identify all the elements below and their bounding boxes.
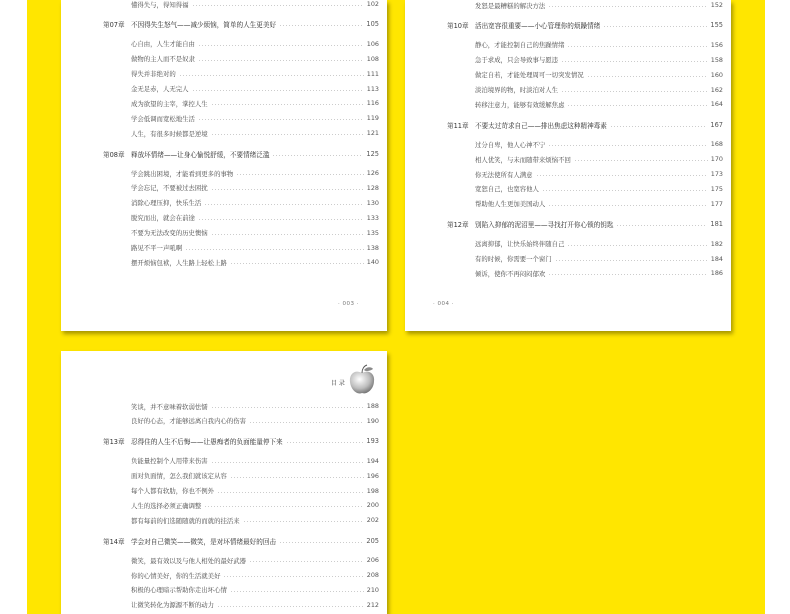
toc-chapter-row[interactable] (103, 147, 379, 161)
entry-title: 学会低调而宽松地生活 (131, 114, 195, 123)
dot-leader (548, 145, 708, 146)
page-number: 116 (366, 99, 379, 108)
dot-leader (211, 234, 364, 235)
page-number: 162 (710, 85, 723, 94)
entry-title: 人生的选择必须正确调整 (131, 501, 202, 510)
entry-title: 过分自卑，他人心神不宁 (475, 140, 546, 149)
page-number: 202 (366, 516, 379, 525)
page-number: 168 (710, 140, 723, 149)
dot-leader (217, 492, 364, 493)
dot-leader (561, 61, 708, 62)
dot-leader (204, 506, 364, 507)
entry-title: 相人优笑，与未而随带来烦恼不回 (475, 155, 571, 164)
entry-title: 成为欲望的主宰，掌控人生 (131, 99, 208, 108)
dot-leader (279, 25, 363, 26)
toc-entry-row[interactable] (131, 126, 379, 140)
dot-leader (204, 204, 364, 205)
entry-title: 发怒是最糟糕的解决方法 (475, 1, 546, 10)
toc-entry-row[interactable] (131, 37, 379, 51)
toc-entry-row[interactable] (475, 167, 723, 181)
entry-title: 静心，才能控制自己的焦躁情绪 (475, 41, 565, 50)
toc-entry-row[interactable] (131, 181, 379, 195)
toc-chapter-row[interactable] (103, 434, 379, 448)
dot-leader (286, 442, 364, 443)
page-number: 175 (710, 184, 723, 193)
entry-title: 懂得失与，得知得福 (131, 0, 189, 9)
chapter-title: 不要太过苛求自己——排出焦虑这种精神毒素 (475, 121, 607, 130)
entry-title: 微笑，最有效以及与他人相处的最好武器 (131, 556, 247, 565)
chapter-number: 第13章 (103, 438, 125, 447)
dot-leader (616, 225, 707, 226)
page-number: 200 (366, 501, 379, 510)
page-number: 186 (710, 269, 723, 278)
chapter-number: 第10章 (447, 22, 469, 31)
dot-leader (603, 26, 707, 27)
dot-leader (548, 6, 708, 7)
entry-title: 人生，有很多时候都是逆境 (131, 129, 208, 138)
dot-leader (192, 90, 364, 91)
toc-entry-row[interactable] (475, 137, 723, 151)
page-number: 108 (366, 54, 379, 63)
page-number: 126 (366, 169, 379, 177)
dot-leader (198, 219, 364, 220)
chapter-title: 释放坏情绪——让身心愉悦舒缓，不要情绪泛滥 (131, 150, 270, 159)
toc-entry-row[interactable] (131, 226, 379, 240)
page-number: 113 (366, 84, 379, 93)
toc-entry-row[interactable] (131, 255, 379, 269)
dot-leader (217, 606, 364, 607)
chapter-number: 第07章 (103, 21, 125, 30)
toc-entry-row[interactable] (475, 237, 723, 251)
page-number: 208 (366, 571, 379, 579)
dot-leader (249, 561, 364, 562)
toc-entry-row[interactable] (475, 266, 723, 280)
entry-title: 摆开烦恼包袱，人生路上轻松上路 (131, 258, 227, 267)
page-number: 121 (366, 129, 379, 138)
dot-leader (179, 75, 364, 76)
toc-entry-row[interactable] (475, 252, 723, 266)
entry-title: 路见不平一声吼啊 (131, 244, 183, 252)
dot-leader (567, 105, 707, 106)
toc-chapter-row[interactable] (103, 17, 379, 31)
toc-entry-row[interactable] (131, 469, 379, 483)
dot-leader (198, 45, 364, 46)
page-number: 111 (366, 69, 379, 78)
dot-leader (587, 76, 708, 77)
page-number: 140 (366, 258, 379, 267)
dot-leader (230, 263, 364, 264)
page-number: 181 (710, 220, 723, 229)
apple-icon (347, 364, 377, 396)
page-number: 182 (710, 239, 723, 248)
page-number: 196 (366, 471, 379, 480)
entry-title: 笑谈，并不意味着软弱怯懦 (131, 402, 208, 411)
dot-leader (192, 5, 364, 6)
entry-title: 转移注意力，能够有效缓解焦虑 (475, 100, 565, 109)
toc-entry-row[interactable] (131, 598, 379, 612)
toc-entry-row[interactable] (131, 454, 379, 468)
chapter-title: 学会对自己微笑——微笑，是对坏情绪最好的回击 (131, 537, 277, 546)
dot-leader (548, 205, 708, 206)
entry-title: 积极的心理暗示帮助你走出坏心情 (131, 586, 227, 595)
page-number: 205 (366, 536, 379, 545)
page-number: 156 (710, 40, 723, 49)
dot-leader (610, 126, 708, 127)
toc-entry-row[interactable] (475, 197, 723, 211)
toc-entry-row[interactable] (475, 38, 723, 52)
toc-entry-row[interactable] (475, 0, 723, 12)
dot-leader (574, 160, 708, 161)
toc-chapter-row[interactable] (447, 217, 723, 231)
dot-leader (542, 190, 708, 191)
page-number: 167 (710, 120, 723, 129)
toc-chapter-row[interactable] (447, 118, 723, 132)
entry-title: 帮助他人生更加美国动人 (475, 200, 546, 209)
dot-leader (230, 477, 364, 478)
page-header-label: 目 录 (331, 380, 345, 387)
chapter-number: 第12章 (447, 221, 469, 230)
chapter-title: 别陷入抑郁的泥沼里——寻找打开你心锁的钥匙 (475, 221, 614, 230)
dot-leader (211, 462, 364, 463)
page-number: 138 (366, 243, 379, 252)
toc-entry-row[interactable] (131, 399, 379, 413)
entry-title: 倾诉，使你不再闷闷郁欢 (475, 269, 546, 278)
page-number: 206 (366, 556, 379, 565)
page-number: 130 (366, 198, 379, 207)
page-number: 194 (366, 456, 379, 465)
page-number: 135 (366, 228, 379, 237)
toc-entry-row[interactable] (475, 97, 723, 111)
dot-leader (211, 407, 364, 408)
entry-title: 学会忘记，不要被过去困扰 (131, 184, 208, 193)
entry-title: 宽恕自己，也宽容他人 (475, 185, 539, 194)
page-number: 177 (710, 199, 723, 208)
dot-leader (230, 591, 364, 592)
entry-title: 得失并非绝对的 (131, 70, 176, 79)
toc-entry-row[interactable] (475, 53, 723, 67)
dot-leader (243, 521, 364, 522)
chapter-title: 忍得住的人生不后悔——让愚痴者的负面能量停下来 (131, 438, 283, 447)
page-number: 212 (366, 600, 379, 609)
toc-chapter-row[interactable] (447, 18, 723, 32)
toc-entry-row[interactable] (131, 484, 379, 498)
dot-leader (567, 46, 707, 47)
dot-leader (279, 542, 363, 543)
page-number: 193 (366, 437, 379, 446)
entry-title: 都有每前的们选随随就的而就的挂活来 (131, 516, 240, 525)
dot-leader (185, 249, 364, 250)
toc-entry-row[interactable] (131, 498, 379, 512)
dot-leader (555, 260, 708, 261)
page-number: 102 (366, 0, 379, 8)
toc-entry-row[interactable] (131, 0, 379, 11)
entry-title: 做定自若，才能处理周可一切突发情况 (475, 71, 584, 80)
page-number: 128 (366, 183, 379, 192)
toc-page-left-bottom (61, 351, 387, 614)
toc-entry-row[interactable] (131, 583, 379, 597)
entry-title: 你无法使所有人满意 (475, 170, 533, 179)
page-number: 119 (366, 114, 379, 123)
chapter-title: 不因得失生怒气——减少烦恼，简单的人生更美好 (131, 21, 277, 30)
page-number: 155 (710, 21, 723, 30)
dot-leader (223, 576, 363, 577)
page-number: 190 (366, 416, 379, 425)
entry-title: 淡泊境界的物，时淡泊对人生 (475, 86, 559, 94)
toc-entry-row[interactable] (131, 414, 379, 428)
page-number: 158 (710, 55, 723, 64)
page-number: 133 (366, 213, 379, 222)
dot-leader (567, 245, 707, 246)
entry-title: 消除心理压抑，快乐生活 (131, 199, 202, 208)
entry-title: 做物的主人而不是奴隶 (131, 55, 195, 64)
page-number: 160 (710, 70, 723, 79)
toc-page-left-top (61, 0, 387, 331)
toc-entry-row[interactable] (475, 68, 723, 82)
entry-title: 不要为无法改变的历史懊恼 (131, 229, 208, 238)
dot-leader (211, 104, 364, 105)
entry-title: 金无足赤，人无完人 (131, 85, 189, 93)
entry-title: 面对负面情，怎么我们就该定从容 (131, 472, 227, 481)
page-number: 125 (366, 149, 379, 158)
entry-title: 让微笑转化为源源不断的动力 (131, 601, 215, 610)
page-number: 152 (710, 1, 723, 9)
page-number: 188 (366, 402, 379, 410)
page-number: 173 (710, 170, 723, 178)
dot-leader (561, 91, 708, 92)
entry-title: 心自由，人生才能自由 (131, 40, 195, 49)
toc-entry-row[interactable] (131, 111, 379, 125)
entry-title: 学会跳出困境，才能看到更多的事物 (131, 169, 234, 178)
page-number: 210 (366, 585, 379, 594)
entry-title: 远离抑郁，让快乐始终伴随自己 (475, 240, 565, 249)
dot-leader (272, 155, 363, 156)
toc-entry-row[interactable] (131, 82, 379, 96)
toc-entry-row[interactable] (131, 196, 379, 210)
chapter-number: 第11章 (447, 121, 469, 130)
chapter-title: 活出宽容很重要——小心管理你的烦躁情绪 (475, 22, 601, 31)
toc-entry-row[interactable] (131, 52, 379, 66)
dot-leader (536, 175, 708, 176)
dot-leader (236, 174, 364, 175)
dot-leader (198, 60, 364, 61)
toc-entry-row[interactable] (131, 211, 379, 225)
toc-entry-row[interactable] (131, 166, 379, 180)
toc-chapter-row[interactable] (103, 534, 379, 548)
toc-entry-row[interactable] (131, 241, 379, 255)
dot-leader (211, 134, 364, 135)
entry-title: 良好的心态，才能够远离自我内心的伤害 (131, 417, 247, 426)
dot-leader (548, 274, 708, 275)
chapter-number: 第08章 (103, 150, 125, 159)
page-number-footer: · 004 · (433, 301, 454, 307)
toc-entry-row[interactable] (475, 152, 723, 166)
page-number: 198 (366, 486, 379, 495)
dot-leader (198, 119, 364, 120)
page-number: 106 (366, 39, 379, 48)
dot-leader (249, 422, 364, 423)
toc-entry-row[interactable] (475, 83, 723, 97)
toc-page-right-top (405, 0, 731, 331)
entry-title: 负能量控制个人用带来伤害 (131, 457, 208, 466)
toc-entry-row[interactable] (131, 568, 379, 582)
dot-leader (211, 189, 364, 190)
entry-title: 每个人都有软肋，你也不例外 (131, 487, 215, 495)
toc-entry-row[interactable] (131, 553, 379, 567)
entry-title: 有的时候，你需要一个窗门 (475, 255, 552, 263)
toc-entry-row[interactable] (131, 67, 379, 81)
toc-entry-row[interactable] (475, 182, 723, 196)
page-number: 105 (366, 20, 379, 29)
toc-entry-row[interactable] (131, 513, 379, 527)
entry-title: 急于求成，只会导致事与愿违 (475, 56, 559, 65)
page-number-footer: · 003 · (338, 301, 359, 307)
entry-title: 你的心情美好，你的生活就美好 (131, 571, 221, 580)
page-number: 184 (710, 254, 723, 263)
entry-title: 脱究而出，就会在前途 (131, 214, 195, 223)
page-number: 170 (710, 155, 723, 164)
toc-entry-row[interactable] (131, 96, 379, 110)
chapter-number: 第14章 (103, 537, 125, 546)
page-number: 164 (710, 100, 723, 109)
